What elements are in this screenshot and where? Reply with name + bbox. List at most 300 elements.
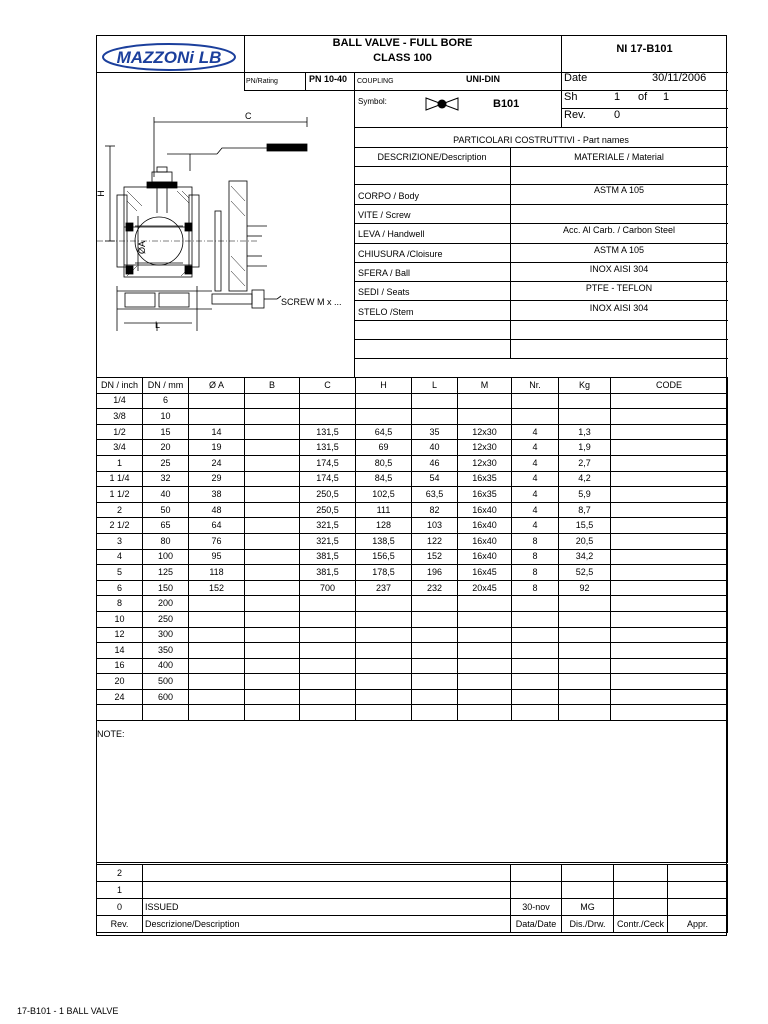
- table-cell: [559, 611, 611, 627]
- revision-footer-cell: Rev.: [97, 916, 143, 933]
- table-cell: 54: [412, 471, 458, 487]
- part-desc: STELO /Stem: [358, 307, 414, 317]
- table-cell: [611, 689, 728, 705]
- part-desc: LEVA / Handwell: [358, 229, 425, 239]
- table-cell: 8,7: [559, 502, 611, 518]
- table-cell: 125: [143, 565, 189, 581]
- table-cell: 250,5: [300, 487, 356, 503]
- table-cell: 80: [143, 533, 189, 549]
- logo-text: MAZZONi LB: [116, 48, 222, 67]
- table-cell: 8: [97, 596, 143, 612]
- table-row: [97, 596, 728, 612]
- table-cell: 16x35: [458, 487, 512, 503]
- table-cell: 156,5: [356, 549, 412, 565]
- table-row: [97, 409, 728, 425]
- pn-label: PN/Rating: [246, 78, 278, 85]
- table-cell: 8: [512, 565, 559, 581]
- revision-footer-cell: Data/Date: [511, 916, 562, 933]
- table-cell: 178,5: [356, 565, 412, 581]
- table-cell: 1 1/4: [97, 471, 143, 487]
- table-cell: [611, 409, 728, 425]
- table-cell: [611, 502, 728, 518]
- parts-col-description: DESCRIZIONE/Description: [377, 152, 487, 162]
- part-material: ASTM A 105: [593, 185, 645, 195]
- table-cell: 1,9: [559, 440, 611, 456]
- table-cell: [245, 643, 300, 659]
- table-cell: 12x30: [458, 455, 512, 471]
- table-cell: 2 1/2: [97, 518, 143, 534]
- table-cell: [512, 627, 559, 643]
- table-cell: [245, 689, 300, 705]
- table-cell: [300, 689, 356, 705]
- table-cell: [189, 658, 245, 674]
- table-cell: 80,5: [356, 455, 412, 471]
- table-cell: 20x45: [458, 580, 512, 596]
- title-line2: CLASS 100: [373, 52, 432, 64]
- footer-text: 17-B101 - 1 BALL VALVE: [17, 1006, 119, 1016]
- revision-cell: [562, 882, 614, 899]
- table-cell: 16x45: [458, 565, 512, 581]
- table-cell: 150: [143, 580, 189, 596]
- table-cell: [189, 611, 245, 627]
- table-cell: [356, 409, 412, 425]
- dimensions-header-cell: B: [245, 378, 300, 394]
- table-cell: [356, 689, 412, 705]
- table-cell: [458, 689, 512, 705]
- table-cell: [245, 611, 300, 627]
- table-cell: [412, 393, 458, 409]
- table-cell: [412, 689, 458, 705]
- table-row: [97, 611, 728, 627]
- revision-cell: 0: [97, 899, 143, 916]
- sheet-of: of: [638, 91, 648, 103]
- table-row: [97, 580, 728, 596]
- table-cell: [458, 705, 512, 721]
- table-cell: 15,5: [559, 518, 611, 534]
- table-cell: 63,5: [412, 487, 458, 503]
- table-cell: [458, 627, 512, 643]
- table-cell: 10: [143, 409, 189, 425]
- part-material: INOX AISI 304: [589, 264, 649, 274]
- table-cell: 10: [97, 611, 143, 627]
- table-cell: [300, 643, 356, 659]
- dimensions-header-cell: DN / mm: [143, 378, 189, 394]
- table-cell: 237: [356, 580, 412, 596]
- rev-label: Rev.: [564, 109, 586, 121]
- table-cell: 20,5: [559, 533, 611, 549]
- revision-cell: MG: [562, 899, 614, 916]
- table-cell: [189, 627, 245, 643]
- table-cell: 38: [189, 487, 245, 503]
- revision-cell: 30-nov: [511, 899, 562, 916]
- table-cell: [245, 424, 300, 440]
- table-cell: 350: [143, 643, 189, 659]
- revision-cell: [668, 865, 728, 882]
- table-cell: [412, 658, 458, 674]
- dimensions-header-cell: Kg: [559, 378, 611, 394]
- notes-label: NOTE:: [97, 729, 125, 739]
- table-cell: 118: [189, 565, 245, 581]
- dimensions-header-cell: L: [412, 378, 458, 394]
- dimension-label-l: L: [155, 320, 161, 330]
- table-cell: [512, 674, 559, 690]
- part-desc: SFERA / Ball: [358, 268, 411, 278]
- table-cell: [512, 689, 559, 705]
- table-cell: [245, 502, 300, 518]
- company-logo: [101, 42, 238, 72]
- table-cell: 14: [189, 424, 245, 440]
- table-cell: 1/2: [97, 424, 143, 440]
- table-cell: 250,5: [300, 502, 356, 518]
- table-cell: [189, 596, 245, 612]
- table-cell: 12x30: [458, 424, 512, 440]
- table-cell: 29: [189, 471, 245, 487]
- table-row: [97, 518, 728, 534]
- table-cell: 15: [143, 424, 189, 440]
- table-cell: 4: [512, 487, 559, 503]
- table-cell: 300: [143, 627, 189, 643]
- table-cell: 2: [97, 502, 143, 518]
- revision-cell: [511, 865, 562, 882]
- table-row: [97, 487, 728, 503]
- table-cell: 64,5: [356, 424, 412, 440]
- table-cell: 100: [143, 549, 189, 565]
- dimension-label-h: H: [95, 190, 106, 197]
- dimensions-header-cell: M: [458, 378, 512, 394]
- coupling-label: COUPLING: [357, 78, 394, 85]
- title-line1: BALL VALVE - FULL BORE: [332, 37, 473, 49]
- table-cell: 321,5: [300, 518, 356, 534]
- coupling-value: UNI-DIN: [466, 74, 500, 84]
- sheet-total: 1: [663, 91, 670, 103]
- revision-row: [97, 865, 728, 882]
- part-material: Acc. Al Carb. / Carbon Steel: [562, 225, 676, 235]
- notes-area: [97, 721, 728, 863]
- revision-table: [96, 864, 728, 933]
- table-cell: [300, 409, 356, 425]
- table-row: [97, 689, 728, 705]
- table-cell: 4: [512, 455, 559, 471]
- table-cell: 131,5: [300, 440, 356, 456]
- table-cell: [458, 596, 512, 612]
- table-cell: 4,2: [559, 471, 611, 487]
- table-cell: [611, 580, 728, 596]
- table-cell: [189, 689, 245, 705]
- table-cell: [189, 643, 245, 659]
- table-cell: [300, 705, 356, 721]
- table-cell: [512, 393, 559, 409]
- table-cell: [300, 658, 356, 674]
- table-cell: [512, 611, 559, 627]
- dimension-label-a: ØA: [137, 240, 148, 255]
- table-cell: 122: [412, 533, 458, 549]
- table-cell: [356, 674, 412, 690]
- table-cell: 16x40: [458, 518, 512, 534]
- table-cell: 40: [143, 487, 189, 503]
- table-cell: 34,2: [559, 549, 611, 565]
- table-row: [97, 455, 728, 471]
- table-cell: [559, 393, 611, 409]
- table-cell: 700: [300, 580, 356, 596]
- table-cell: [245, 440, 300, 456]
- table-cell: [458, 658, 512, 674]
- table-cell: [143, 705, 189, 721]
- table-cell: [611, 455, 728, 471]
- table-cell: 12x30: [458, 440, 512, 456]
- table-cell: [245, 596, 300, 612]
- table-cell: [512, 658, 559, 674]
- table-cell: [512, 705, 559, 721]
- part-desc: CHIUSURA /Cloisure: [358, 249, 443, 259]
- table-cell: [189, 409, 245, 425]
- table-cell: 52,5: [559, 565, 611, 581]
- table-cell: 46: [412, 455, 458, 471]
- parts-col-material: MATERIALE / Material: [574, 152, 664, 162]
- table-row: [97, 502, 728, 518]
- revision-row: [97, 899, 728, 916]
- table-cell: 20: [143, 440, 189, 456]
- date-label: Date: [564, 72, 588, 84]
- table-cell: 65: [143, 518, 189, 534]
- table-cell: [412, 409, 458, 425]
- table-cell: [245, 518, 300, 534]
- table-cell: 5,9: [559, 487, 611, 503]
- revision-cell: [668, 882, 728, 899]
- table-cell: [458, 611, 512, 627]
- table-cell: [245, 565, 300, 581]
- table-cell: [412, 611, 458, 627]
- revision-cell: 1: [97, 882, 143, 899]
- table-cell: [245, 658, 300, 674]
- table-cell: [512, 409, 559, 425]
- table-cell: [245, 533, 300, 549]
- table-cell: [245, 393, 300, 409]
- revision-footer-cell: Appr.: [668, 916, 728, 933]
- sheet-number: 1: [614, 91, 621, 103]
- table-cell: [611, 658, 728, 674]
- table-cell: 4: [512, 518, 559, 534]
- table-cell: 82: [412, 502, 458, 518]
- table-cell: 138,5: [356, 533, 412, 549]
- table-cell: 76: [189, 533, 245, 549]
- table-row: [97, 643, 728, 659]
- table-cell: [611, 705, 728, 721]
- screw-label: SCREW M x ...: [281, 297, 342, 307]
- table-row: [97, 471, 728, 487]
- table-cell: 500: [143, 674, 189, 690]
- table-row: [97, 658, 728, 674]
- table-cell: [611, 471, 728, 487]
- pn-value: PN 10-40: [309, 74, 348, 84]
- table-cell: 35: [412, 424, 458, 440]
- table-cell: 4: [512, 440, 559, 456]
- table-cell: [512, 596, 559, 612]
- dimensions-header-cell: C: [300, 378, 356, 394]
- table-cell: 16x40: [458, 549, 512, 565]
- revision-cell: 2: [97, 865, 143, 882]
- table-cell: [559, 643, 611, 659]
- dimensions-header-cell: H: [356, 378, 412, 394]
- table-cell: [412, 705, 458, 721]
- parts-title: PARTICOLARI COSTRUTTIVI - Part names: [453, 135, 629, 145]
- table-cell: 32: [143, 471, 189, 487]
- table-cell: 381,5: [300, 565, 356, 581]
- table-cell: 152: [189, 580, 245, 596]
- rev-value: 0: [614, 109, 621, 121]
- table-cell: [356, 627, 412, 643]
- table-row: [97, 549, 728, 565]
- table-cell: [189, 705, 245, 721]
- table-cell: [245, 549, 300, 565]
- table-cell: 600: [143, 689, 189, 705]
- table-cell: 232: [412, 580, 458, 596]
- table-cell: [245, 674, 300, 690]
- dimensions-header-row: [97, 378, 728, 394]
- table-cell: [300, 596, 356, 612]
- table-cell: [245, 580, 300, 596]
- table-cell: [611, 518, 728, 534]
- table-row: [97, 627, 728, 643]
- symbol-code: B101: [493, 98, 520, 110]
- table-cell: 103: [412, 518, 458, 534]
- doc-number: NI 17-B101: [616, 43, 673, 55]
- table-cell: 4: [512, 502, 559, 518]
- valve-cross-section-drawing: [97, 91, 354, 382]
- table-cell: 6: [143, 393, 189, 409]
- revision-cell: [614, 899, 668, 916]
- table-cell: 3/8: [97, 409, 143, 425]
- table-cell: 1 1/2: [97, 487, 143, 503]
- table-cell: 8: [512, 549, 559, 565]
- revision-cell: [668, 899, 728, 916]
- table-cell: [356, 611, 412, 627]
- table-cell: 174,5: [300, 455, 356, 471]
- table-cell: 1: [97, 455, 143, 471]
- table-cell: 20: [97, 674, 143, 690]
- table-cell: 25: [143, 455, 189, 471]
- part-desc: SEDI / Seats: [358, 287, 410, 297]
- table-cell: [559, 674, 611, 690]
- table-cell: 3/4: [97, 440, 143, 456]
- table-cell: 24: [189, 455, 245, 471]
- table-cell: 4: [512, 424, 559, 440]
- table-cell: 174,5: [300, 471, 356, 487]
- table-cell: [611, 674, 728, 690]
- table-cell: 8: [512, 533, 559, 549]
- table-cell: [412, 674, 458, 690]
- table-cell: 381,5: [300, 549, 356, 565]
- part-material: ASTM A 105: [593, 245, 645, 255]
- table-cell: [611, 393, 728, 409]
- revision-cell: [562, 865, 614, 882]
- table-cell: [245, 627, 300, 643]
- table-cell: 3: [97, 533, 143, 549]
- table-cell: [559, 627, 611, 643]
- dimensions-table: [96, 377, 728, 863]
- table-cell: 40: [412, 440, 458, 456]
- table-cell: 16: [97, 658, 143, 674]
- table-row: [97, 440, 728, 456]
- table-cell: [245, 471, 300, 487]
- table-row: [97, 393, 728, 409]
- table-cell: [611, 627, 728, 643]
- table-cell: [458, 643, 512, 659]
- table-cell: 4: [512, 471, 559, 487]
- revision-cell: [614, 882, 668, 899]
- table-row: [97, 533, 728, 549]
- table-cell: 5: [97, 565, 143, 581]
- dimensions-header-cell: DN / inch: [97, 378, 143, 394]
- table-cell: [356, 643, 412, 659]
- table-cell: [559, 596, 611, 612]
- dimensions-header-cell: Nr.: [512, 378, 559, 394]
- notes-row: [97, 721, 728, 863]
- ball-valve-symbol-icon: [425, 97, 459, 116]
- table-cell: [611, 565, 728, 581]
- table-cell: [245, 455, 300, 471]
- revision-row: [97, 882, 728, 899]
- table-cell: 24: [97, 689, 143, 705]
- table-cell: [611, 440, 728, 456]
- part-material: PTFE - TEFLON: [585, 283, 653, 293]
- table-row: [97, 674, 728, 690]
- table-cell: [611, 549, 728, 565]
- table-cell: [458, 674, 512, 690]
- table-cell: 16x40: [458, 502, 512, 518]
- table-cell: 16x35: [458, 471, 512, 487]
- table-cell: 152: [412, 549, 458, 565]
- table-cell: [559, 705, 611, 721]
- table-cell: [412, 627, 458, 643]
- part-material: INOX AISI 304: [589, 303, 649, 313]
- table-cell: [559, 658, 611, 674]
- table-cell: [356, 658, 412, 674]
- revision-cell: ISSUED: [143, 899, 511, 916]
- table-cell: [189, 674, 245, 690]
- table-cell: 48: [189, 502, 245, 518]
- revision-footer-cell: Descrizione/Description: [143, 916, 511, 933]
- table-cell: 1/4: [97, 393, 143, 409]
- table-cell: 111: [356, 502, 412, 518]
- table-cell: [189, 393, 245, 409]
- sheet-label: Sh: [564, 91, 578, 103]
- dimensions-header-cell: CODE: [611, 378, 728, 394]
- dimensions-header-cell: Ø A: [189, 378, 245, 394]
- table-cell: 128: [356, 518, 412, 534]
- table-cell: 400: [143, 658, 189, 674]
- table-cell: 2,7: [559, 455, 611, 471]
- table-cell: 4: [97, 549, 143, 565]
- table-cell: [300, 627, 356, 643]
- table-cell: 16x40: [458, 533, 512, 549]
- table-cell: 200: [143, 596, 189, 612]
- revision-cell: [511, 882, 562, 899]
- table-cell: 14: [97, 643, 143, 659]
- table-cell: [559, 689, 611, 705]
- table-cell: 64: [189, 518, 245, 534]
- table-cell: [412, 596, 458, 612]
- table-cell: [356, 596, 412, 612]
- part-desc: VITE / Screw: [358, 210, 411, 220]
- table-cell: [611, 643, 728, 659]
- table-row: [97, 424, 728, 440]
- revision-cell: [143, 882, 511, 899]
- table-cell: 92: [559, 580, 611, 596]
- table-cell: [245, 487, 300, 503]
- table-cell: [611, 533, 728, 549]
- table-cell: 84,5: [356, 471, 412, 487]
- revision-footer-cell: Contr./Ceck: [614, 916, 668, 933]
